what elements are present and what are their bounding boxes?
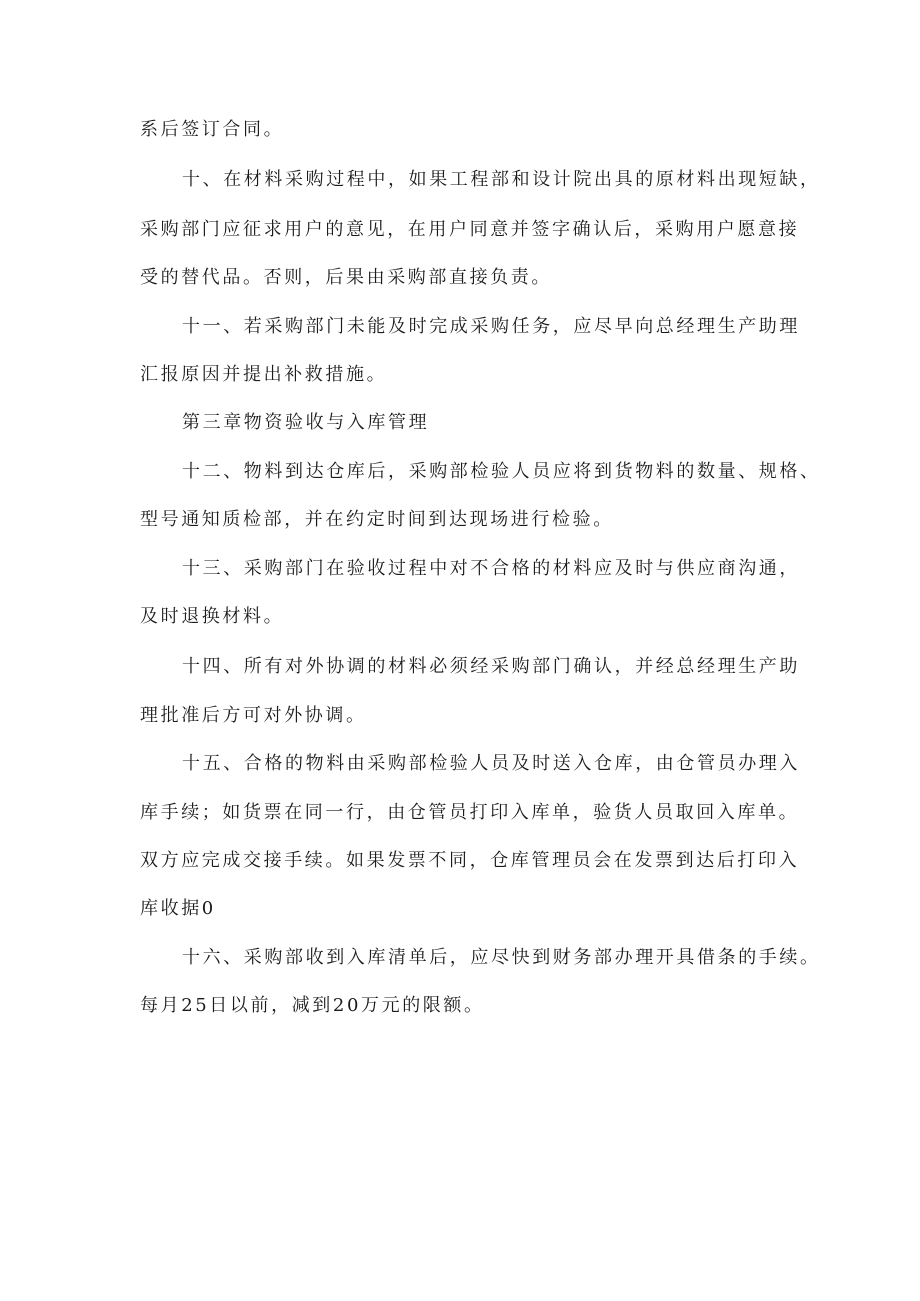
paragraph-15-line-2: 库手续；如货票在同一行，由仓管员打印入库单，验货人员取回入库单。 [140, 802, 800, 823]
paragraph-11-line-1: 十一、若采购部门未能及时完成采购任务，应尽早向总经理生产助理 [182, 316, 800, 337]
paragraph-15-line-1: 十五、合格的物料由采购部检验人员及时送入仓库，由仓管员办理入 [182, 753, 800, 774]
paragraph-10-line-2: 采购部门应征求用户的意见，在用户同意并签字确认后，采购用户愿意接 [140, 219, 800, 240]
paragraph-10-line-3: 受的替代品。否则，后果由采购部直接负责。 [140, 267, 552, 288]
paragraph-16-line-2: 每月25日以前，减到20万元的限额。 [140, 995, 485, 1016]
paragraph-12-line-2: 型号通知质检部，并在约定时间到达现场进行检验。 [140, 509, 614, 530]
paragraph-10-line-1: 十、在材料采购过程中，如果工程部和设计院出具的原材料出现短缺， [182, 169, 821, 190]
paragraph-14-line-2: 理批准后方可对外协调。 [140, 705, 367, 726]
paragraph-16-line-1: 十六、采购部收到入库清单后，应尽快到财务部办理开具借条的手续。 [182, 947, 821, 968]
text-line: 系后签订合同。 [140, 119, 285, 140]
paragraph-11-line-2: 汇报原因并提出补救措施。 [140, 364, 388, 385]
paragraph-13-line-1: 十三、采购部门在验收过程中对不合格的材料应及时与供应商沟通， [182, 558, 800, 579]
paragraph-14-line-1: 十四、所有对外协调的材料必须经采购部门确认，并经总经理生产助 [182, 656, 800, 677]
paragraph-13-line-2: 及时退换材料。 [140, 606, 285, 627]
paragraph-12-line-1: 十二、物料到达仓库后，采购部检验人员应将到货物料的数量、规格、 [182, 461, 821, 482]
paragraph-15-line-3: 双方应完成交接手续。如果发票不同，仓库管理员会在发票到达后打印入 [140, 850, 800, 871]
paragraph-15-line-4: 库收据0 [140, 898, 216, 919]
chapter-heading: 第三章物资验收与入库管理 [182, 412, 430, 433]
